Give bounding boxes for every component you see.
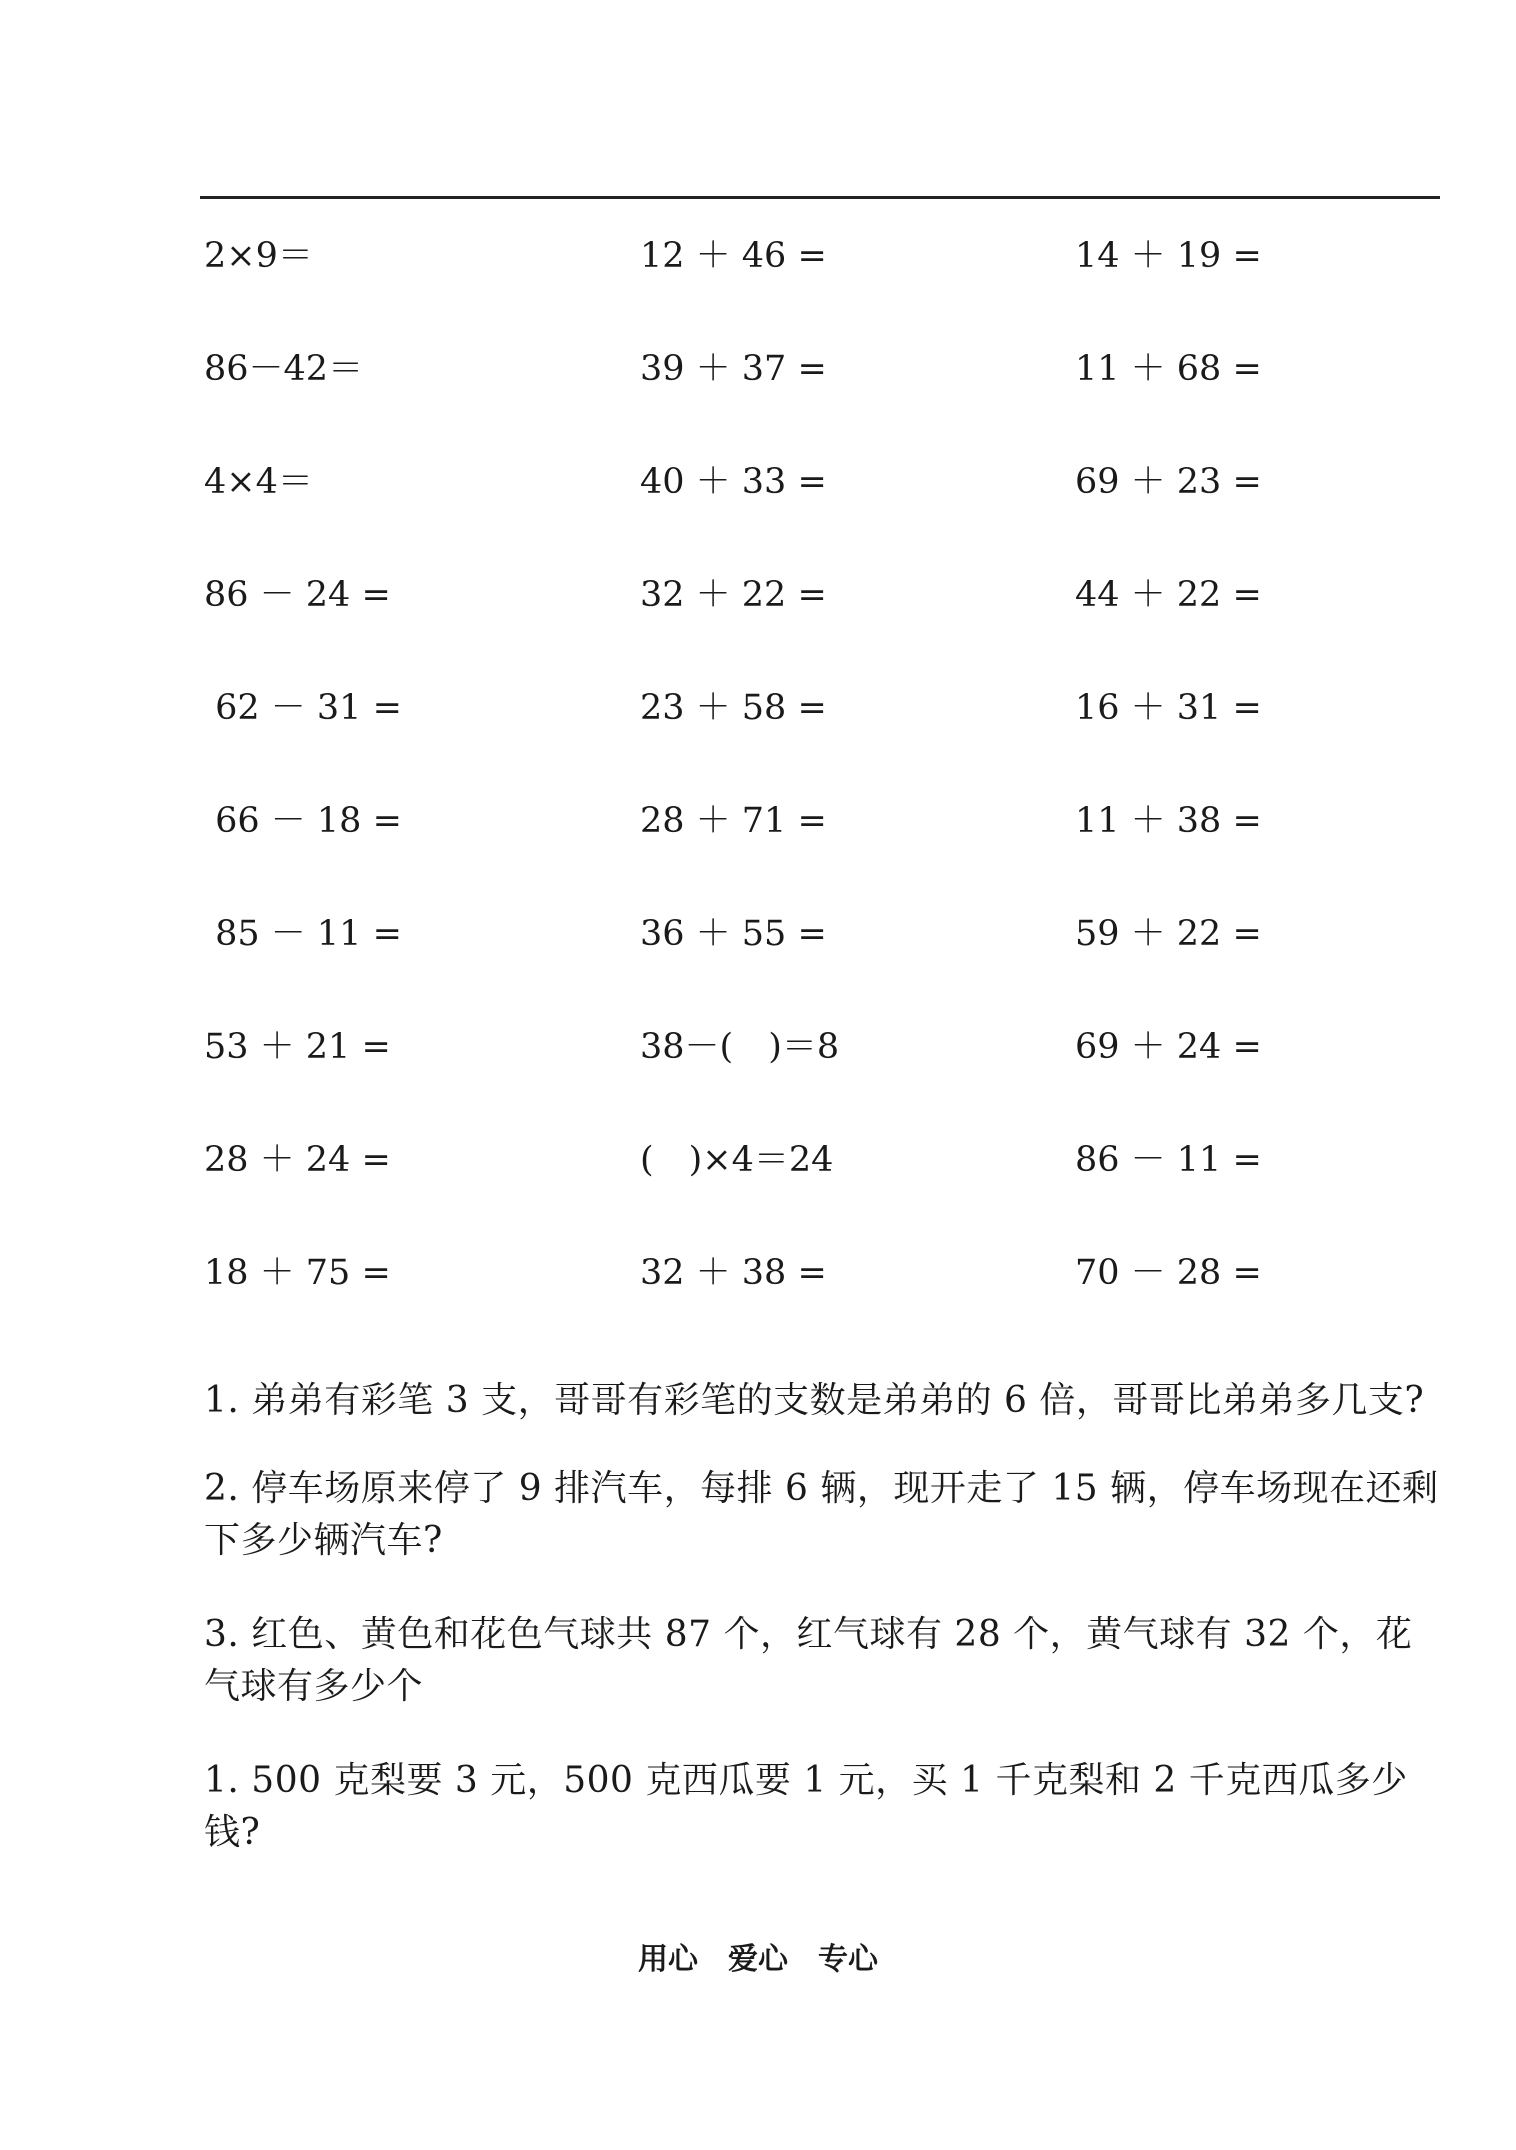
equation: 86－42＝ [204, 349, 364, 389]
equation: 66 － 18 = [204, 801, 402, 841]
equation: 59 ＋ 22 = [1075, 914, 1262, 954]
equation: 69 ＋ 24 = [1075, 1027, 1262, 1067]
equation: 16 ＋ 31 = [1075, 688, 1262, 728]
equation: 12 ＋ 46 = [640, 236, 827, 276]
equation: 36 ＋ 55 = [640, 914, 827, 954]
equation: 39 ＋ 37 = [640, 349, 827, 389]
equation: 86 － 11 = [1075, 1140, 1262, 1180]
arithmetic-grid [204, 226, 1440, 1356]
equation: 86 － 24 = [204, 575, 391, 615]
arithmetic-row [204, 1130, 1440, 1243]
equation: 40 ＋ 33 = [640, 462, 827, 502]
arithmetic-row [204, 226, 1440, 339]
equation: 70 － 28 = [1075, 1253, 1262, 1293]
equation: 23 ＋ 58 = [640, 688, 827, 728]
equation: 62 － 31 = [204, 688, 402, 728]
page-footer: 用心 爱心 专心 [638, 1942, 878, 1977]
equation: 11 ＋ 68 = [1075, 349, 1262, 389]
word-problem: 2. 停车场原来停了 9 排汽车，每排 6 辆，现开走了 15 辆，停车场现在还剩下多少辆汽车? [204, 1468, 1439, 1561]
equation: 18 ＋ 75 = [204, 1253, 391, 1293]
equation: 38－( )＝8 [640, 1027, 840, 1067]
word-problems [204, 1375, 1444, 1895]
equation: 28 ＋ 71 = [640, 801, 827, 841]
equation: ( )×4＝24 [640, 1140, 834, 1180]
equation: 28 ＋ 24 = [204, 1140, 391, 1180]
arithmetic-row [204, 1017, 1440, 1130]
arithmetic-row [204, 339, 1440, 452]
word-problem: 1. 500 克梨要 3 元，500 克西瓜要 1 元，买 1 千克梨和 2 千克西瓜多少钱? [204, 1760, 1408, 1853]
equation: 85 － 11 = [204, 914, 402, 954]
equation: 32 ＋ 38 = [640, 1253, 827, 1293]
arithmetic-row [204, 678, 1440, 791]
arithmetic-row [204, 452, 1440, 565]
arithmetic-row [204, 904, 1440, 1017]
equation: 44 ＋ 22 = [1075, 575, 1262, 615]
equation: 4×4＝ [204, 462, 313, 502]
equation: 53 ＋ 21 = [204, 1027, 391, 1067]
equation: 11 ＋ 38 = [1075, 801, 1262, 841]
word-problem: 1. 弟弟有彩笔 3 支，哥哥有彩笔的支数是弟弟的 6 倍，哥哥比弟弟多几支? [204, 1380, 1425, 1421]
equation: 69 ＋ 23 = [1075, 462, 1262, 502]
arithmetic-row [204, 1243, 1440, 1356]
word-problem: 3. 红色、黄色和花色气球共 87 个，红气球有 28 个，黄气球有 32 个，花气球有多少个 [204, 1614, 1413, 1707]
equation: 2×9＝ [204, 236, 313, 276]
arithmetic-row [204, 565, 1440, 678]
arithmetic-row [204, 791, 1440, 904]
equation: 32 ＋ 22 = [640, 575, 827, 615]
equation: 14 ＋ 19 = [1075, 236, 1262, 276]
header-rule [200, 196, 1440, 199]
